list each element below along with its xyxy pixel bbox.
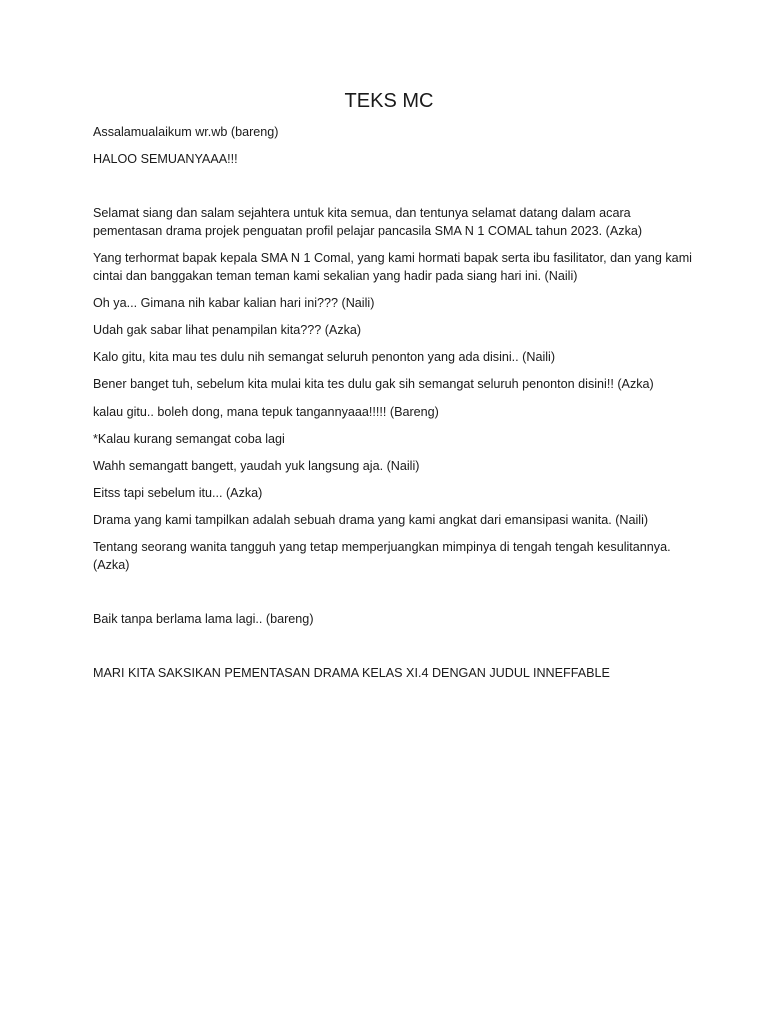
closing-line: MARI KITA SAKSIKAN PEMENTASAN DRAMA KELAS XI.4 DENGAN JUDUL INNEFFABLE bbox=[93, 666, 610, 681]
paragraph: Oh ya... Gimana nih kabar kalian hari ini??? (Naili) bbox=[93, 295, 375, 310]
blank-line bbox=[93, 584, 693, 611]
paragraph: Yang terhormat bapak kepala SMA N 1 Comal, yang kami hormati bapak serta ibu fasilitator, dan yang kami cintai dan banggakan teman teman kami sekalian yang hadir pada siang hari ini. (Naili) bbox=[93, 251, 692, 283]
paragraph: Assalamualaikum wr.wb (bareng) bbox=[93, 125, 279, 139]
document-page bbox=[93, 88, 693, 693]
paragraph: Bener banget tuh, sebelum kita mulai kita tes dulu gak sih semangat seluruh penonton disini!! (Azka) bbox=[93, 377, 654, 392]
blank-line bbox=[93, 638, 693, 665]
paragraph: Kalo gitu, kita mau tes dulu nih semangat seluruh penonton yang ada disini.. (Naili) bbox=[93, 350, 556, 365]
paragraph: HALOO SEMUANYAAA!!! bbox=[93, 152, 238, 167]
paragraph: *Kalau kurang semangat coba lagi bbox=[93, 431, 285, 446]
paragraph: Baik tanpa berlama lama lagi.. (bareng) bbox=[93, 612, 314, 627]
paragraph: Eitss tapi sebelum itu... (Azka) bbox=[93, 486, 263, 501]
paragraph: Drama yang kami tampilkan adalah sebuah drama yang kami angkat dari emansipasi wanita. (Naili) bbox=[93, 513, 649, 528]
blank-line bbox=[93, 178, 693, 205]
paragraph: Wahh semangatt bangett, yaudah yuk langsung aja. (Naili) bbox=[93, 458, 420, 473]
paragraph: Udah gak sabar lihat penampilan kita??? (Azka) bbox=[93, 322, 362, 337]
paragraph: kalau gitu.. boleh dong, mana tepuk tangannyaaa!!!!! (Bareng) bbox=[93, 404, 439, 419]
document-title: TEKS MC bbox=[344, 90, 434, 112]
paragraph: Tentang seorang wanita tangguh yang tetap memperjuangkan mimpinya di tengah tengah kesulitannya. (Azka) bbox=[93, 540, 671, 572]
paragraph: Selamat siang dan salam sejahtera untuk kita semua, dan tentunya selamat datang dalam acara pementasan drama projek penguatan profil pelajar pancasila SMA N 1 COMAL tahun 2023. (Azka) bbox=[93, 206, 643, 238]
